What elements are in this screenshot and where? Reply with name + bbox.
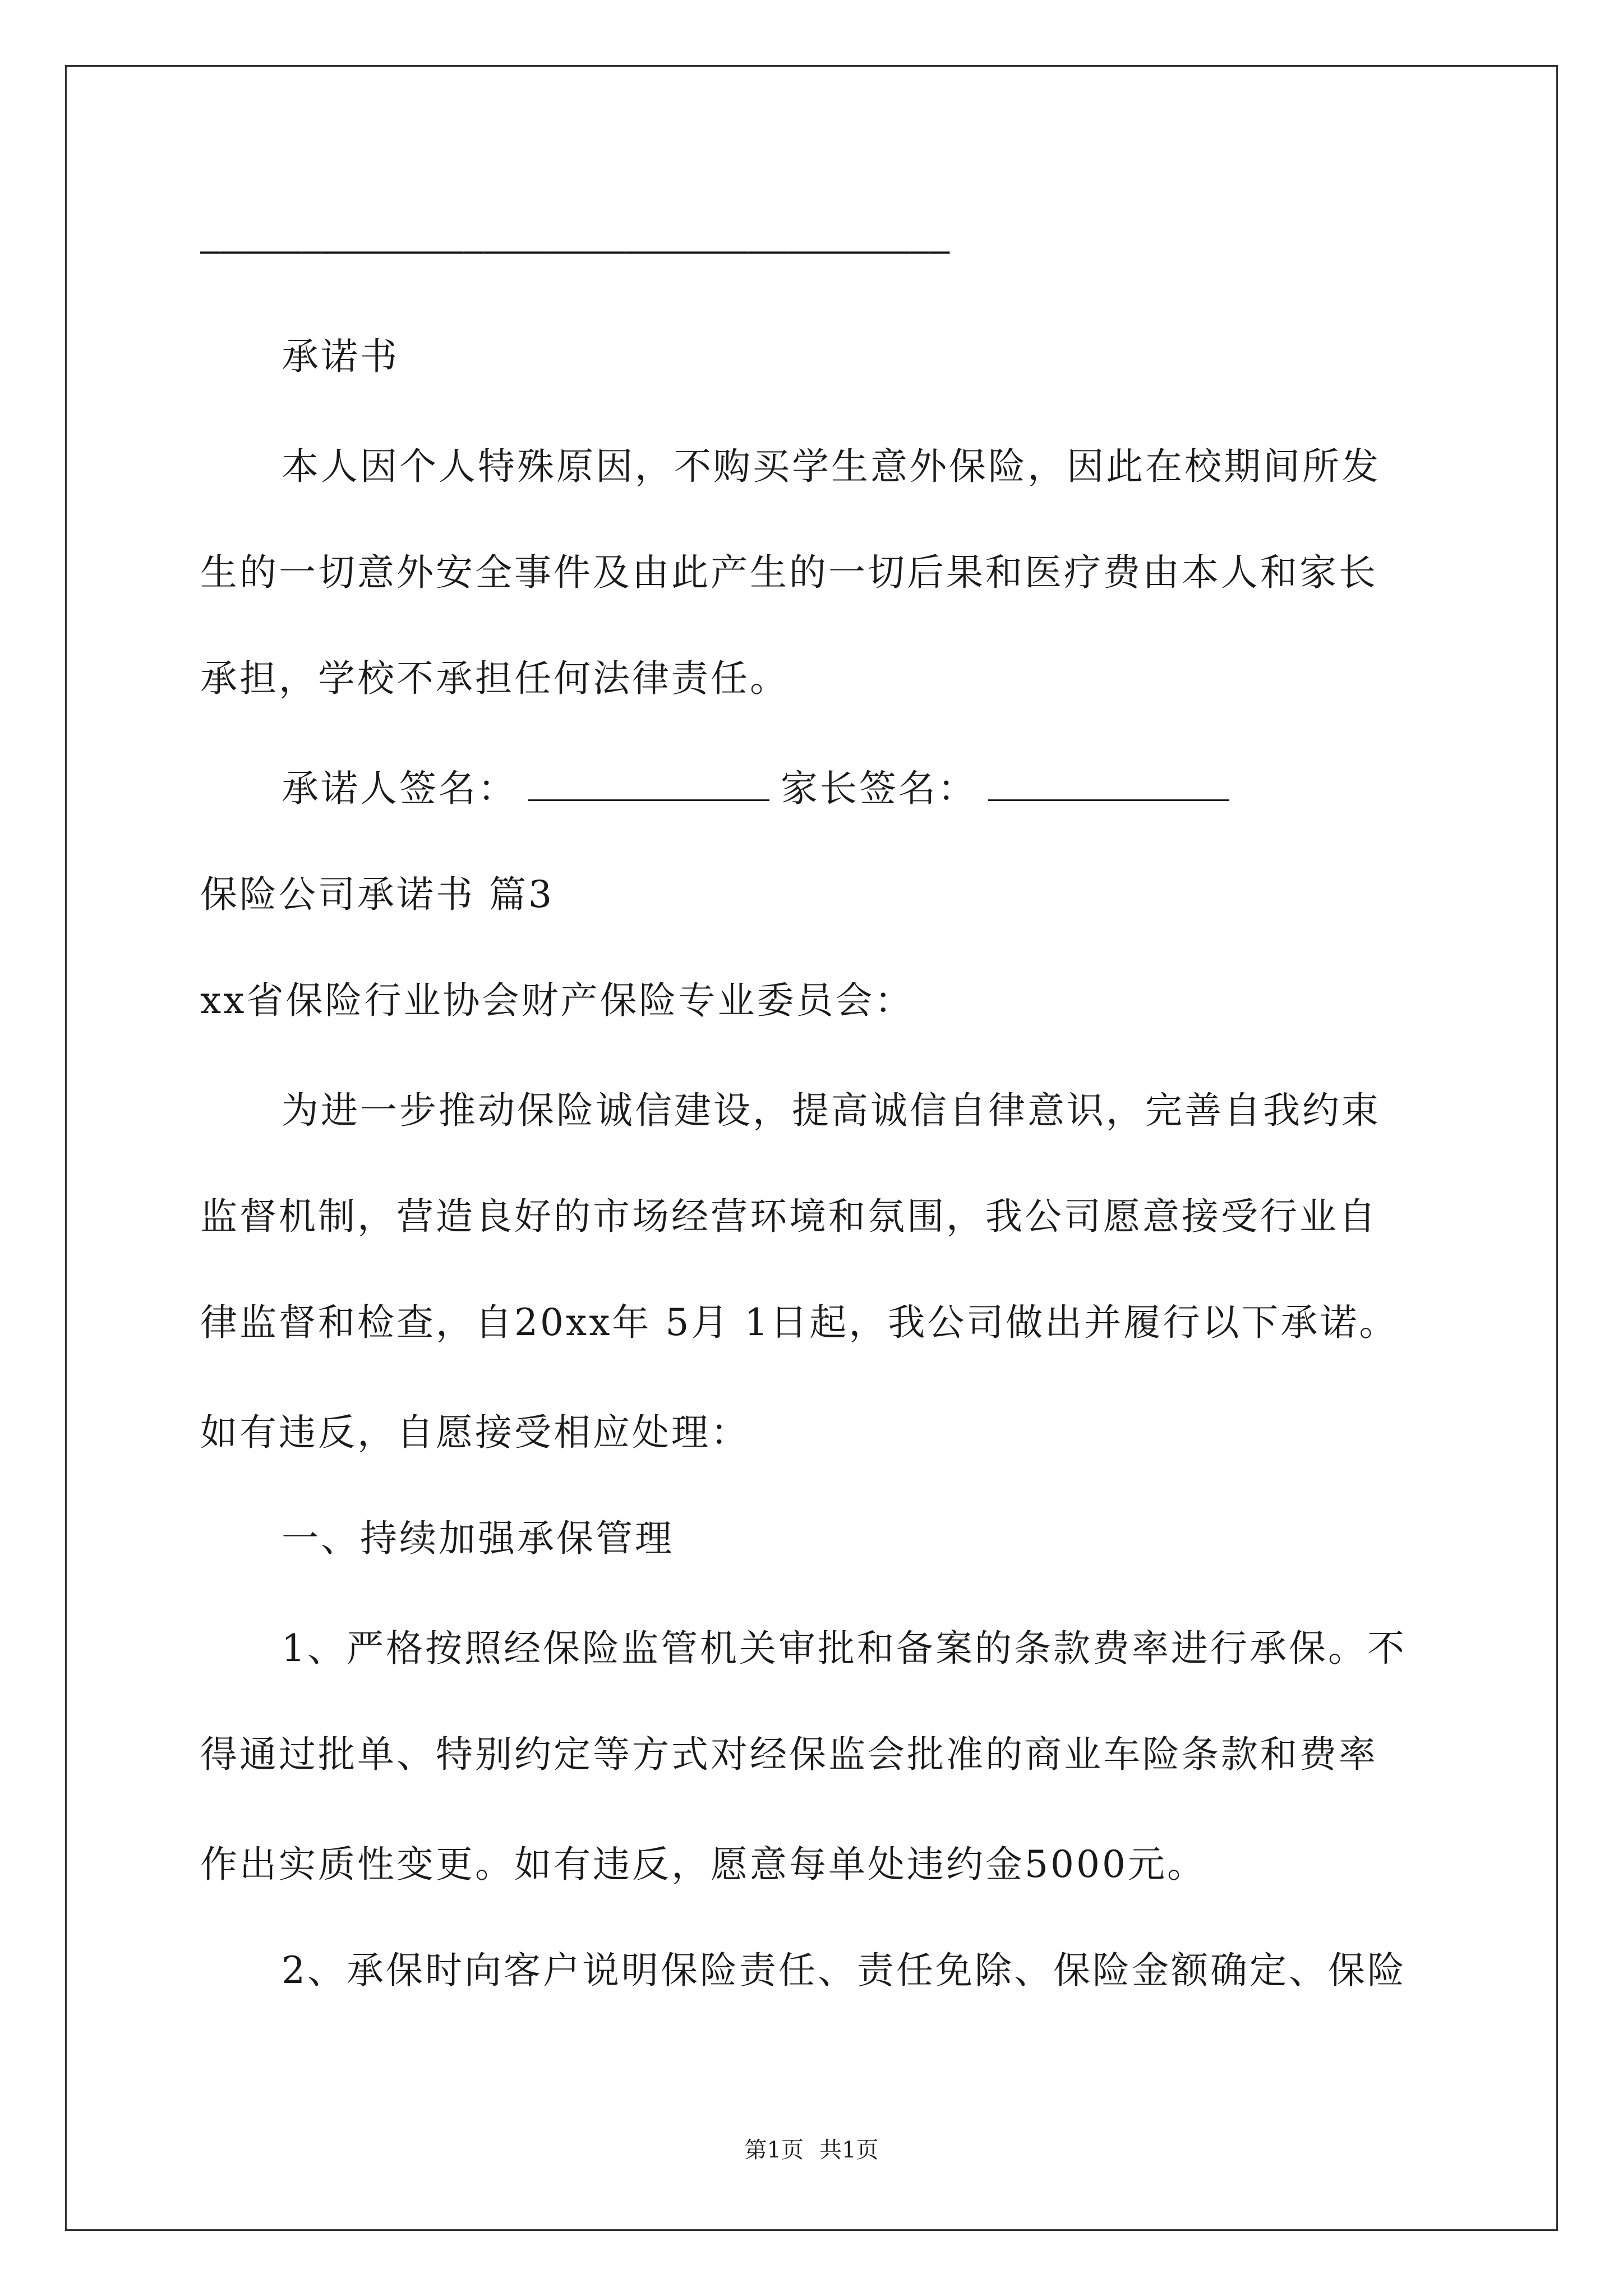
paragraph-line: 2、承保时向客户说明保险责任、责任免除、保险金额确定、保险 <box>282 1949 1407 1992</box>
separator-line: ————————————————————————————————————— <box>200 231 950 270</box>
paragraph-line: 律监督和检查，自20xx年 5月 1日起，我公司做出并履行以下承诺。 <box>200 1301 1399 1344</box>
parent-signature-label: 家长签名： <box>781 767 977 810</box>
paragraph-line: 如有违反，自愿接受相应处理： <box>200 1411 750 1454</box>
paragraph-line: 得通过批单、特别约定等方式对经保监会批准的商业车险条款和费率 <box>200 1733 1378 1776</box>
paragraph-line: 承担，学校不承担任何法律责任。 <box>200 657 789 700</box>
parent-signature-field[interactable] <box>988 768 1229 801</box>
paragraph-line: 为进一步推动保险诚信建设，提高诚信自律意识，完善自我约束 <box>282 1089 1381 1132</box>
paragraph-line: 本人因个人特殊原因，不购买学生意外保险，因此在校期间所发 <box>282 445 1381 488</box>
promisor-signature-label: 承诺人签名： <box>282 767 517 810</box>
promisor-signature-field[interactable] <box>528 768 769 801</box>
item-heading: 一、持续加强承保管理 <box>282 1517 674 1560</box>
paragraph-line: 作出实质性变更。如有违反，愿意每单处违约金5000元。 <box>200 1843 1206 1886</box>
document-title: 承诺书 <box>282 335 399 378</box>
addressee: xx省保险行业协会财产保险专业委员会： <box>200 979 914 1022</box>
page-number: 第1页 <box>744 2137 804 2163</box>
paragraph-line: 1、严格按照经保险监管机关审批和备案的条款费率进行承保。不 <box>282 1627 1407 1670</box>
page-footer <box>0 2136 1623 2164</box>
paragraph-line: 生的一切意外安全事件及由此产生的一切后果和医疗费由本人和家长 <box>200 551 1378 594</box>
section-heading: 保险公司承诺书 篇3 <box>200 873 554 916</box>
paragraph-line: 监督机制，营造良好的市场经营环境和氛围，我公司愿意接受行业自 <box>200 1195 1378 1238</box>
signature-row <box>282 766 1241 811</box>
page-border <box>65 65 1558 2231</box>
page-total: 共1页 <box>819 2137 879 2163</box>
